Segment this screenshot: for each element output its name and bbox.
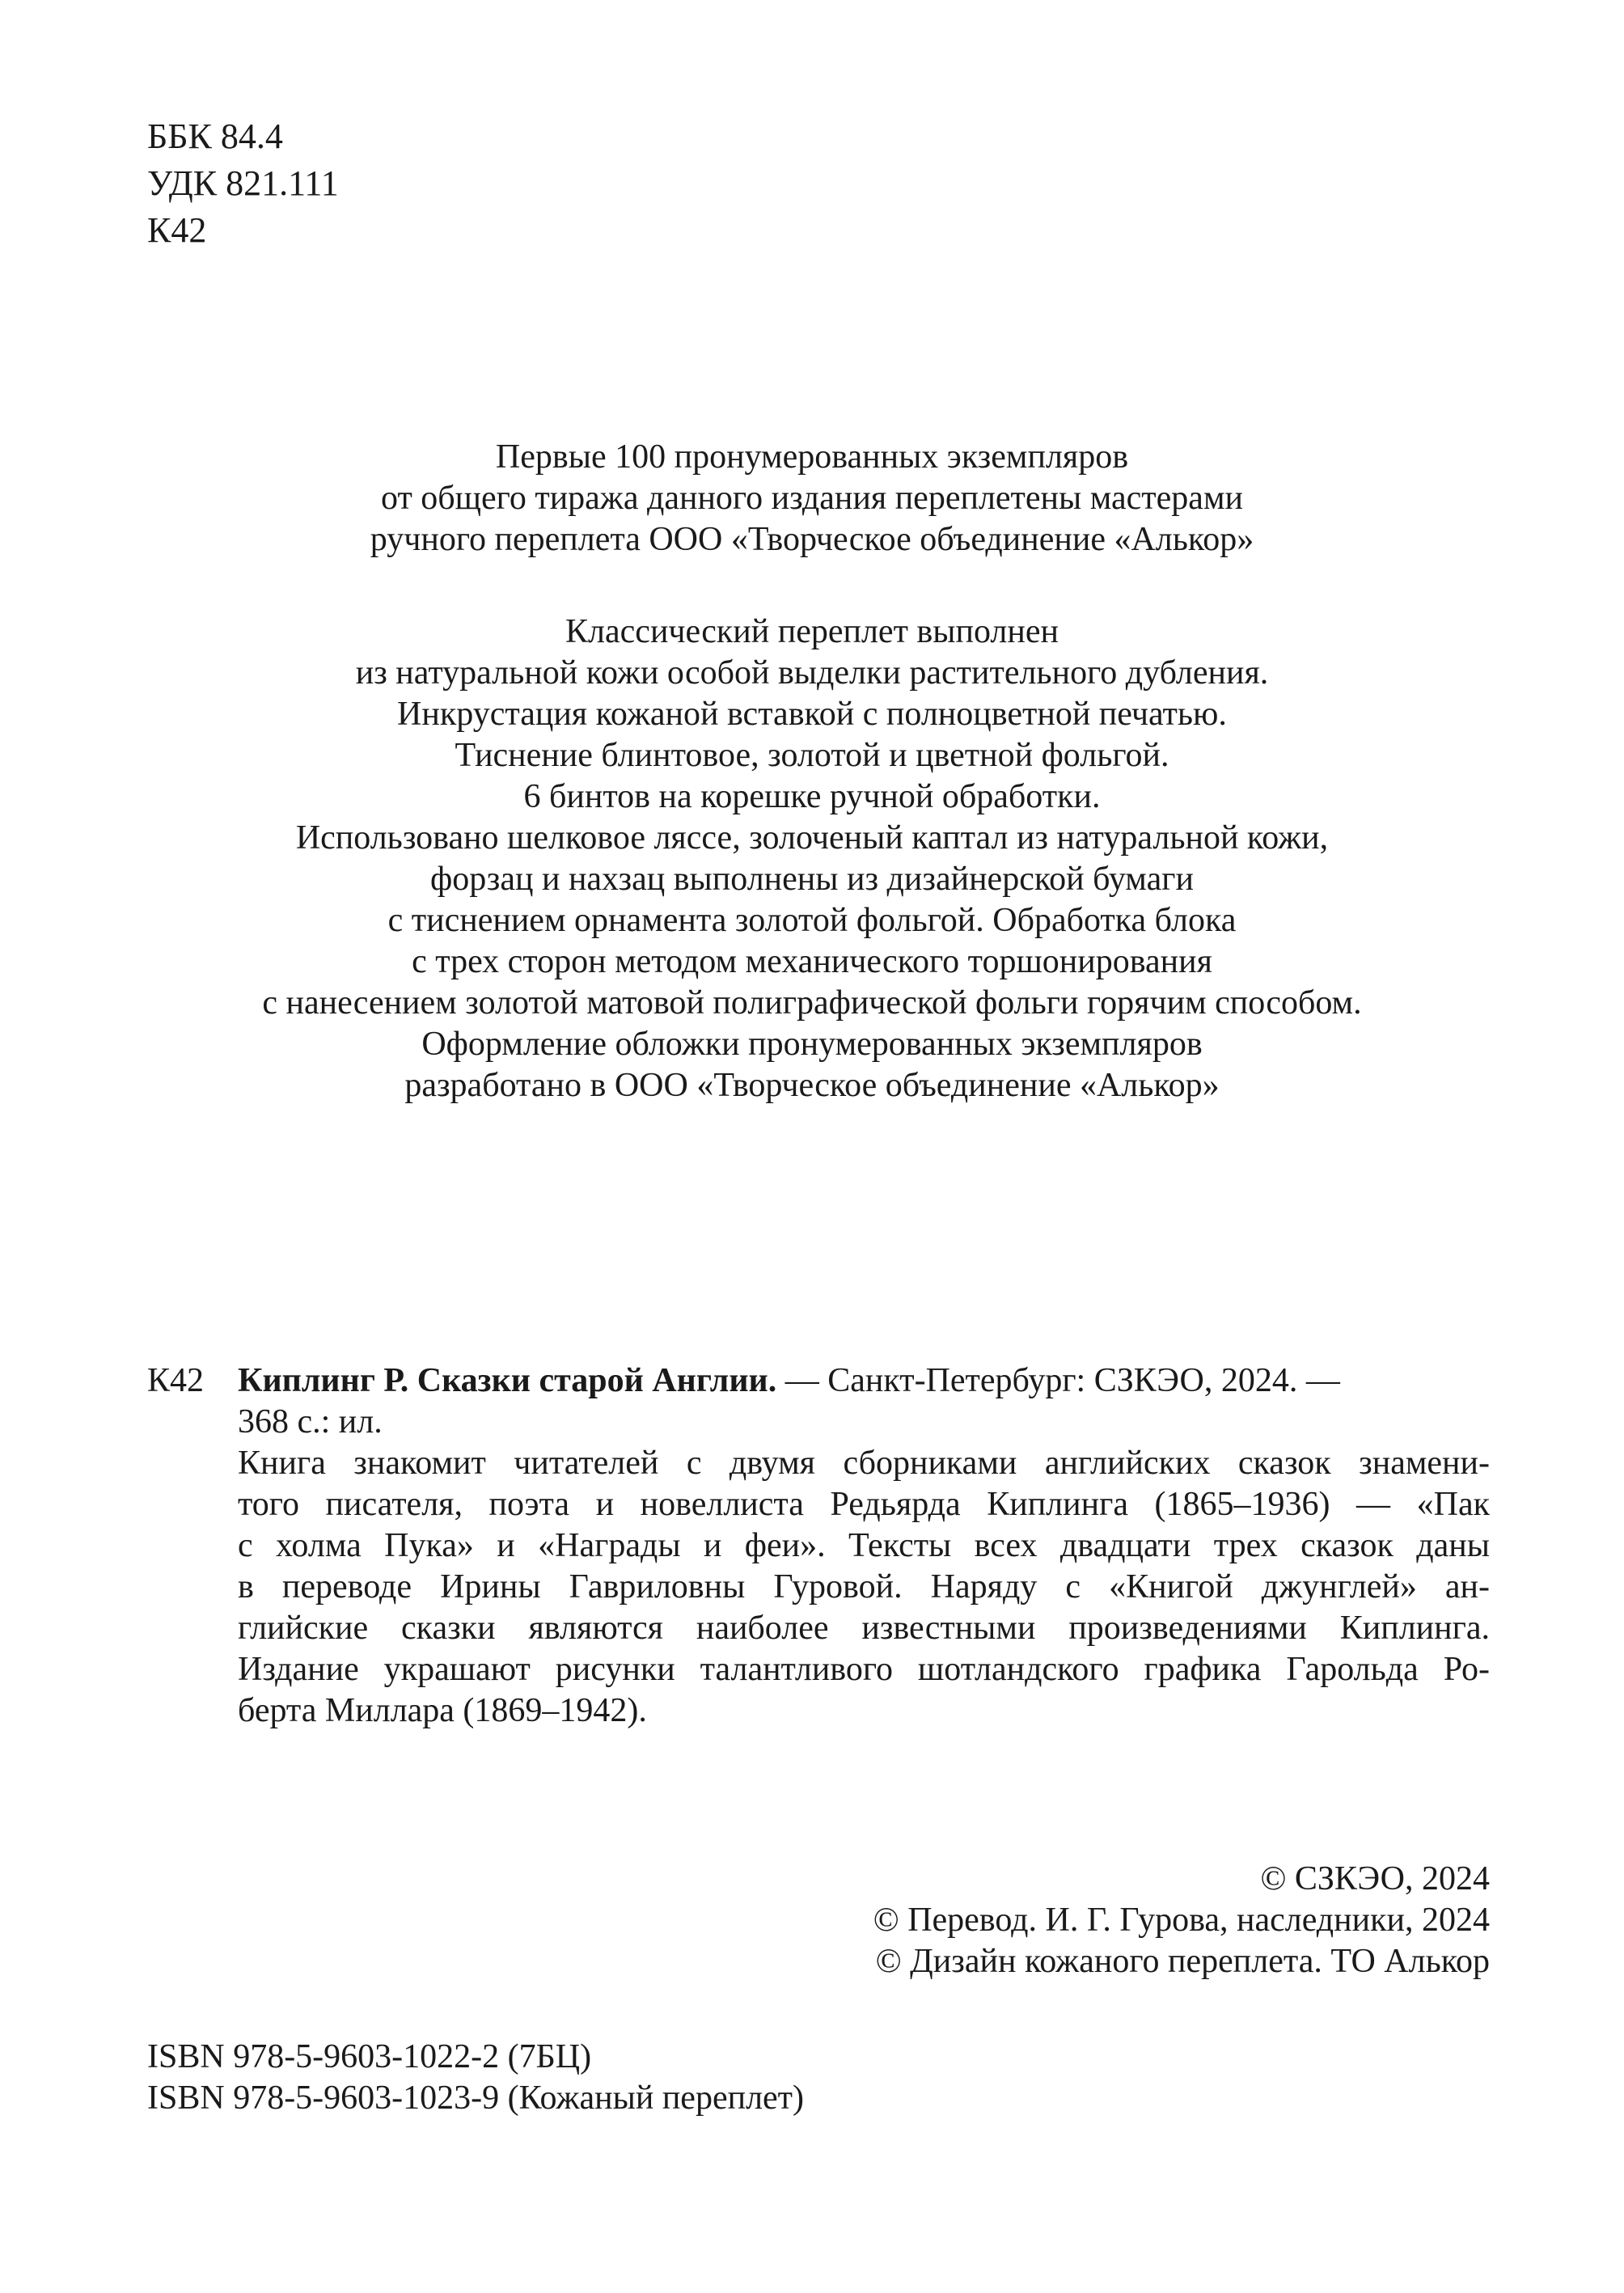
isbn-line: ISBN 978-5-9603-1023-9 (Кожаный переплет) bbox=[147, 2079, 805, 2117]
annotation-line: в переводе Ирины Гавриловны Гуровой. Наряду с «Книгой джунглей» ан- bbox=[238, 1568, 1490, 1606]
binding-description-line: из натуральной кожи особой выделки растительного дубления. bbox=[355, 654, 1269, 692]
binding-notice-line: ручного переплета ООО «Творческое объединение «Алькор» bbox=[370, 521, 1254, 558]
annotation bbox=[238, 1443, 1490, 1732]
binding-description-line: с тиснением орнамента золотой фольгой. Обработка блока bbox=[387, 902, 1237, 939]
biblio-heading bbox=[238, 1360, 1490, 1402]
extent: 368 с.: ил. bbox=[238, 1403, 383, 1441]
imprint: — Санкт-Петербург: СЗКЭО, 2024. — bbox=[776, 1362, 1340, 1399]
annotation-line: Издание украшают рисунки талантливого шотландского графика Гарольда Ро- bbox=[238, 1651, 1490, 1688]
binding-notice bbox=[0, 437, 1624, 561]
annotation-line: с холма Пука» и «Награды и феи». Тексты всех двадцати трех сказок даны bbox=[238, 1527, 1490, 1564]
annotation-line: Книга знакомит читателей с двумя сборниками английских сказок знамени- bbox=[238, 1445, 1490, 1482]
bibliographic-record bbox=[147, 1360, 1490, 1732]
biblio-code: К42 bbox=[147, 1362, 205, 1399]
copyright-line: © СЗКЭО, 2024 bbox=[1260, 1860, 1490, 1897]
udk-code: УДК 821.111 bbox=[147, 163, 339, 203]
classification-codes bbox=[147, 113, 339, 254]
copyright-line: © Перевод. И. Г. Гурова, наследники, 2024 bbox=[873, 1902, 1490, 1939]
binding-description-line: Оформление обложки пронумерованных экземпляров bbox=[421, 1026, 1203, 1063]
isbn-line: ISBN 978-5-9603-1022-2 (7БЦ) bbox=[147, 2038, 592, 2075]
copyright-notices bbox=[873, 1859, 1490, 1982]
binding-description-line: 6 бинтов на корешке ручной обработки. bbox=[523, 778, 1101, 815]
annotation-line: глийские сказки являются наиболее известными произведениями Киплинга. bbox=[238, 1610, 1490, 1647]
binding-description-line: форзац и нахзац выполнены из дизайнерской бумаги bbox=[430, 861, 1194, 898]
author-title: Киплинг Р. Сказки старой Англии. bbox=[238, 1362, 777, 1399]
binding-description-line: Инкрустация кожаной вставкой с полноцветной печатью. bbox=[397, 696, 1227, 733]
binding-description-line: Тиснение блинтовое, золотой и цветной фольгой. bbox=[455, 737, 1169, 774]
binding-description-line: разработано в ООО «Творческое объединение «Алькор» bbox=[404, 1067, 1220, 1104]
biblio-entry bbox=[238, 1360, 1490, 1732]
binding-description-line: Использовано шелковое ляссе, золоченый каптал из натуральной кожи, bbox=[295, 819, 1329, 857]
isbn-list bbox=[147, 2037, 804, 2119]
binding-description-line: Классический переплет выполнен bbox=[565, 613, 1059, 650]
binding-description-line: с нанесением золотой матовой полиграфической фольги горячим способом. bbox=[262, 984, 1362, 1022]
annotation-line: берта Миллара (1869–1942). bbox=[238, 1692, 647, 1729]
binding-description bbox=[0, 611, 1624, 1106]
binding-description-line: с трех сторон методом механического торшонирования bbox=[412, 943, 1212, 980]
annotation-line: того писателя, поэта и новеллиста Редьярда Киплинга (1865–1936) — «Пак bbox=[238, 1486, 1490, 1523]
bbk-code: ББК 84.4 bbox=[147, 116, 283, 156]
copyright-line: © Дизайн кожаного переплета. ТО Алькор bbox=[875, 1943, 1490, 1980]
author-mark: К42 bbox=[147, 210, 207, 250]
binding-notice-line: Первые 100 пронумерованных экземпляров bbox=[495, 438, 1129, 476]
binding-notice-line: от общего тиража данного издания переплетены мастерами bbox=[381, 480, 1243, 517]
